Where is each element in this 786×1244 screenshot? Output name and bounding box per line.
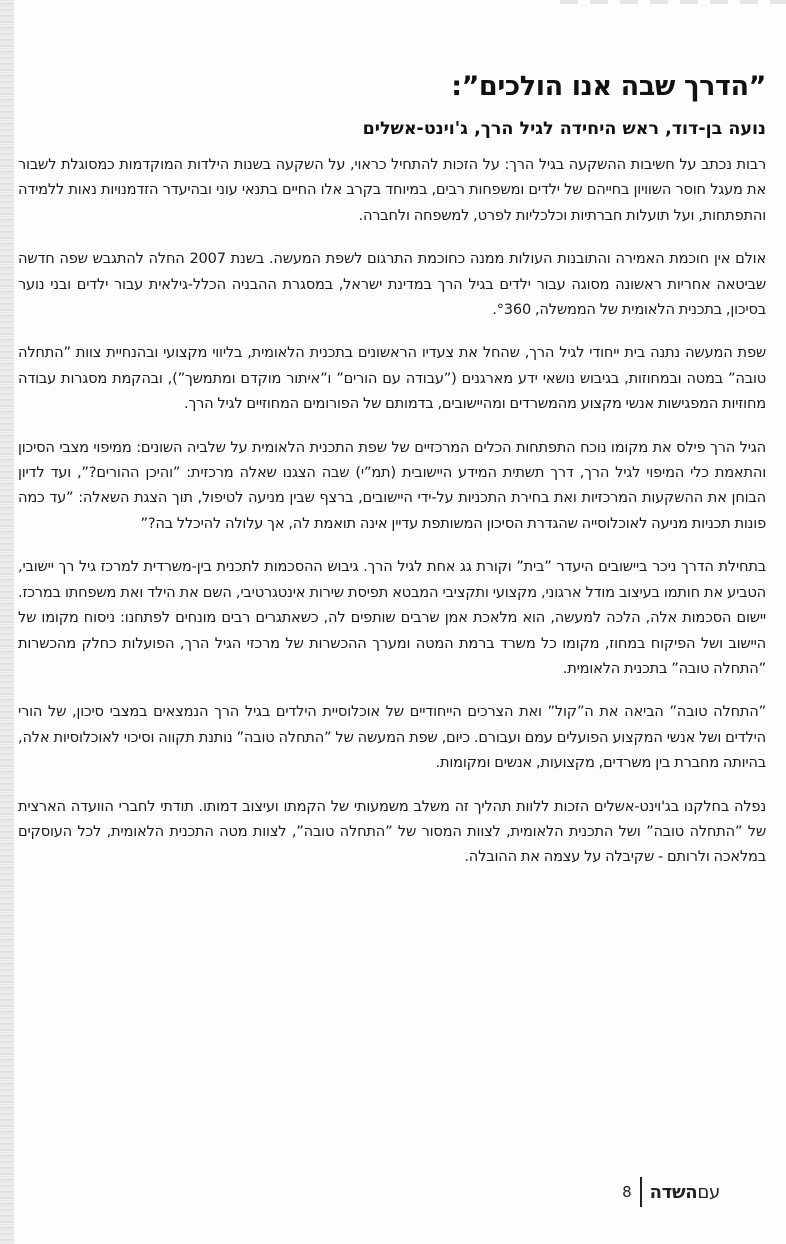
article-paragraph-2: אולם אין חוכמת האמירה והתובנות העולות ממנה כחוכמת התרגום לשפת המעשה. בשנת 2007 החלה להתגבש שפה חדשה שביטאה אחריות ראשונה מסוגה עבור ילדים בגיל הרך במדינת ישראל, במסגרת ההבניה הכלל-גילאית עבור ילדים ובני נוער בסיכון, בתכנית הלאומית של הממשלה, °360. (18, 250, 767, 319)
scan-top-smudge (560, 0, 786, 4)
scan-binding-edge (0, 0, 14, 1244)
magazine-logo (650, 1182, 720, 1203)
page-footer (622, 1174, 720, 1210)
article-paragraph-1: רבות נכתב על חשיבות ההשקעה בגיל הרך: על הזכות להתחיל כראוי, על השקעה בשנות הילדות המוקדמות כמסוגלת לשבור את מעגל חוסר השוויון בחייהם של ילדים ומשפחות רבים, במיוחד בקרב אלו החיים בתנאי עוני ובהיעדר הזדמנויות נאות ללמידה והתפתחות, ועל תועלות חברתיות וכלכליות לפרט, למשפחה ולחברה. (18, 156, 766, 224)
article-headline: ”הדרך שבה אנו הולכים”: (451, 71, 766, 102)
article-paragraph-3: שפת המעשה נתנה בית ייחודי לגיל הרך, שהחל את צעדיו הראשונים בתכנית הלאומית, בליווי מקצועי ובהנחיית צוות ”התחלה טובה” במטה ובמחוזות, בגיבוש נושאי ידע מארגנים (”עבודה עם הורים” ו”איתור מוקדם ומתמשך”), ובהקמת מסגרות עבודה מחוזיות המפגישות אנשי מקצוע מהמשרדים ומהיישובים, בדמותם של הפורומים המחוזיים לגיל הרך. (18, 344, 766, 413)
magazine-logo-name: השדה (649, 1181, 698, 1203)
article-paragraph-5: בתחילת הדרך ניכר ביישובים היעדר ”בית” וקורת גג אחת לגיל הרך. גיבוש ההסכמות לתכנית בין-משרדית למרכז גיל רך יישובי, הטביע את חותמו בעיצוב מודל ארגוני, מקצועי ותקציבי המבטא תפיסת שירות אינטגרטיבי, השם את הילד ואת משפחתו במרכז. יישום הסכמות אלה, הלכה למעשה, הוא מלאכת אמן שרבים שותפים לה, כשאתגרים רבים מונחים לפתחנו: ניסוח מקומו של היישוב ושל הפיקוח במחוז, מקומו כל משרד ברמת המטה ומערך ההכשרות של מרכזי הגיל הרך, הפועלות כחלק מהכשרות ”התחלה טובה” בתכנית הלאומית. (18, 558, 766, 677)
article (18, 68, 766, 888)
footer-divider (640, 1177, 642, 1207)
article-paragraph-7: נפלה בחלקנו בג'וינט-אשלים הזכות ללוות תהליך זה משלב משמעותי של הקמתו ועיצוב דמותו. תודתי לחברי הוועדה הארצית של ”התחלה טובה” ושל התכנית הלאומית, לצוות המסור של ”התחלה טובה”, לצוות מטה התכנית הלאומית, לכל העוסקים במלאכה ולרותם - שקיבלה על עצמה את ההובלה. (18, 797, 766, 866)
article-byline: נועה בן-דוד, ראש היחידה לגיל הרך, ג'וינט-אשלים (362, 119, 766, 139)
page-number: 8 (622, 1183, 632, 1201)
article-paragraph-4: הגיל הרך פילס את מקומו נוכח התפתחות הכלים המרכזיים של שפת התכנית הלאומית על שלביה השונים: ממיפוי מצבי הסיכון והתאמת כלי המיפוי לגיל הרך, דרך תשתית המידע היישובית (תמ”י) שבה הצגנו שאלה מרכזית: ”והיכן ההורים?”, ועד לדיון הבוחן את ההשקעות המרכזיות ואת בחירת התכניות על-ידי היישובים, ברצף שבין מניעה לטיפול, תוך הצגת השאלה: ”עד כמה פונות תכניות מניעה לאוכלוסייה שהגדרת הסיכון המשותפת עדיין אינה תואמת לה, אך עלולה להיכלל בה?” (18, 438, 766, 532)
article-paragraph-6: ”התחלה טובה” הביאה את ה”קול” ואת הצרכים הייחודיים של אוכלוסיית הילדים בגיל הרך הנמצאים במצבי סיכון, של הורי הילדים ושל אנשי המקצוע הפועלים עמם ועבורם. כיום, שפת המעשה של ”התחלה טובה” נותנת תקווה וסיכוי לאוכלוסיות אלה, בהיותה מחברת בין משרדים, מקצועות, אנשים ומקומות. (18, 703, 766, 772)
magazine-logo-prefix: עם (697, 1181, 720, 1203)
